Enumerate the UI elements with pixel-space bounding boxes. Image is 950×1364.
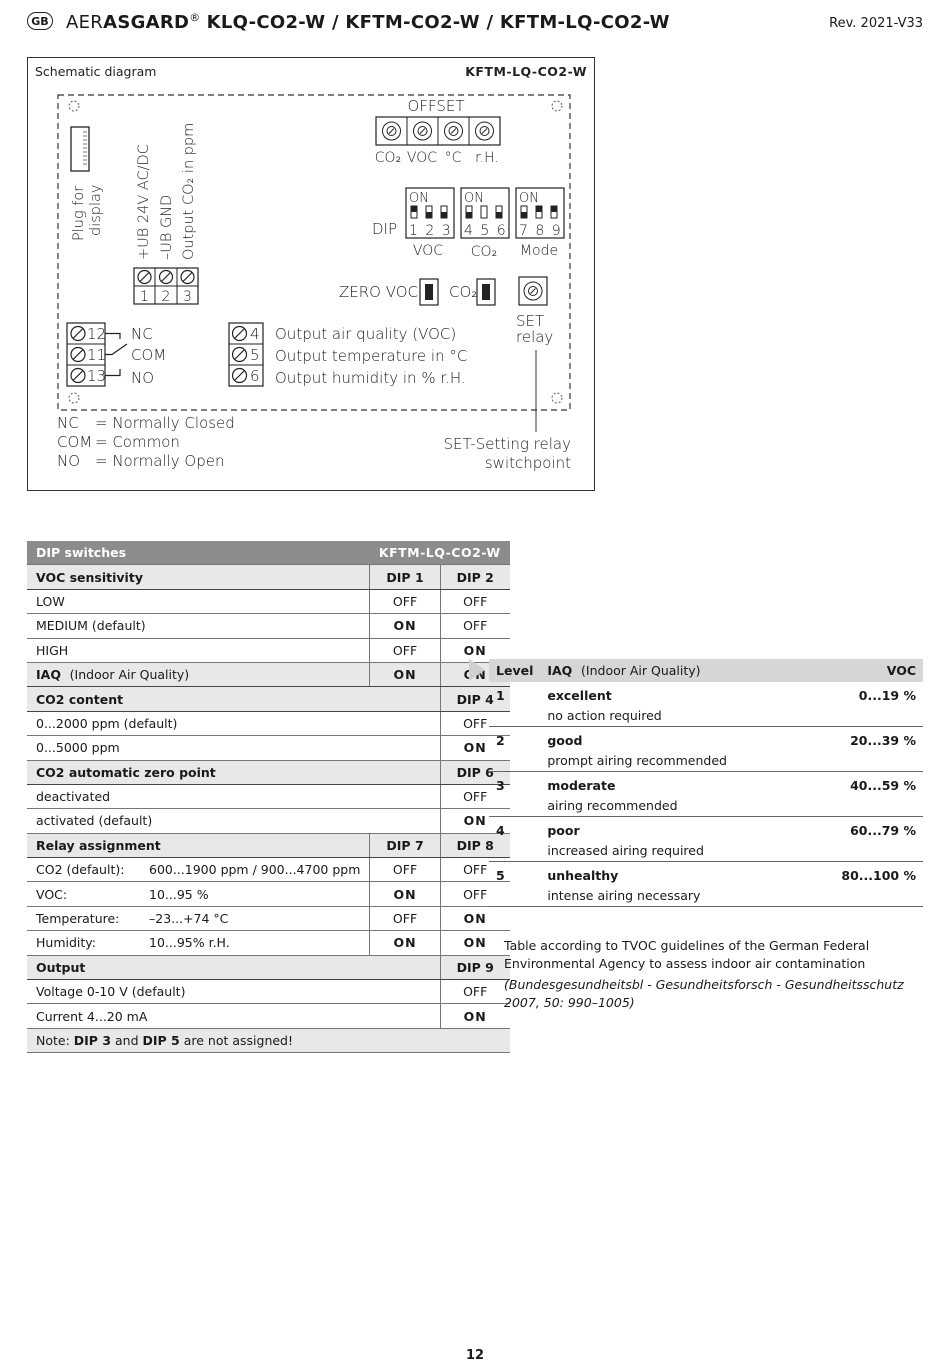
switch-state: OFF [440,614,510,638]
mount-hole-icon [69,393,79,403]
terminal-num: 3 [183,289,192,305]
row-label: LOW [27,589,370,613]
row-label: Humidity: [36,935,96,951]
row-label: deactivated [27,784,440,808]
legend-abbr: NO [57,452,81,470]
dip-table-title: DIP switches [27,541,370,565]
plug-label-2: display [88,184,104,236]
section-heading: CO2 automatic zero point [27,760,440,784]
terminal-num: 12 [87,325,107,343]
col-heading-sub: (Indoor Air Quality) [581,663,701,678]
section-row [27,760,510,784]
row-label: Temperature: [36,911,120,927]
section-row [27,955,510,979]
pot-label: r.H. [475,150,499,166]
level-num: 3 [496,777,505,793]
section-row [27,687,510,711]
switch-state: OFF [370,589,440,613]
language-badge: GB [27,12,53,30]
terminal-num: 11 [87,346,107,364]
table-row [489,772,923,795]
level-desc: airing recommended [540,794,923,817]
level-name: good [547,732,583,748]
table-row [27,1004,510,1028]
section-heading: Relay assignment [27,833,370,857]
row-label: Voltage 0-10 V (default) [27,980,440,1004]
level-num: 1 [496,687,505,703]
row-label: MEDIUM (default) [27,614,370,638]
switch-state: OFF [370,858,440,882]
note-row [27,1028,510,1052]
legend-text: = Normally Closed [95,414,235,432]
switch-state: ON [370,614,440,638]
power-terminal-block [134,268,198,305]
col-heading: DIP 2 [440,565,510,589]
relay-contact-icon [105,334,127,376]
offset-pots [376,117,500,145]
schematic-model: KFTM-LQ-CO2-W [465,64,587,79]
terminal-num: 4 [250,325,260,343]
dip-note [27,1028,510,1052]
note-text: DIP 5 [142,1033,180,1048]
level-num: 4 [496,822,505,838]
level-range: 60...79 % [850,822,916,838]
schematic-title: Schematic diagram [35,64,157,79]
section-heading: CO2 content [27,687,440,711]
output-label-voc: Output air quality (VOC) [275,325,457,343]
switch-state: OFF [440,784,510,808]
dip-on-label: ON [519,191,539,206]
level-desc: prompt airing recommended [540,749,923,772]
level-range: 40...59 % [850,777,916,793]
iaq-row [27,662,510,686]
pot-label: °C [444,150,462,166]
revision-label: Rev. 2021-V33 [829,16,923,31]
col-heading: Level [489,659,540,682]
terminal-num: 1 [140,289,149,305]
row-label: activated (default) [27,809,440,833]
switch-state: OFF [440,980,510,1004]
table-row [27,784,510,808]
dip-block-mode [516,188,564,239]
power-label-gnd: –UB GND [159,194,175,260]
page-number: 12 [465,1348,485,1363]
dip-numbers: 7 8 9 [519,223,563,239]
section-row [27,833,510,857]
table-row [489,839,923,862]
table-row [489,794,923,817]
switch-state: OFF [440,882,510,906]
level-name: poor [547,822,580,838]
iaq-level-table [489,659,923,907]
document-title [66,11,670,33]
legend-abbr: NC [57,414,79,432]
terminal-num: 6 [250,367,260,385]
iaq-label: IAQ [36,667,61,683]
terminal-num: 2 [161,289,171,305]
output-label-temp: Output temperature in °C [275,347,468,365]
plug-label-1: Plug for [71,185,87,241]
level-desc: no action required [540,704,923,727]
row-range: 10...95 % [149,886,209,902]
switch-state: ON [440,662,510,686]
relay-terminal-block [67,323,106,386]
schematic-drawing [28,58,596,492]
row-label: 0...5000 ppm [27,736,440,760]
row-label: 0...2000 ppm (default) [27,711,440,735]
dip-numbers: 1 2 3 [409,223,453,239]
set-relay-label-1: SET [516,312,545,330]
switch-state: ON [440,906,510,930]
section-heading: VOC sensitivity [27,565,370,589]
terminal-num: 13 [87,367,107,385]
dip-on-label: ON [409,191,429,206]
brand-asgard: ASGARD [103,12,190,33]
col-heading: DIP 9 [440,955,510,979]
iaq-sub-label: (Indoor Air Quality) [69,667,190,683]
relay-label-nc: NC [131,325,153,343]
dip-group-name: Mode [519,243,559,259]
dip-block-co2 [461,188,509,239]
dip-switch-table [27,541,510,1053]
col-heading: DIP 1 [370,565,440,589]
note-text: are not assigned! [179,1033,294,1048]
switch-state: ON [370,882,440,906]
level-name: excellent [547,687,612,703]
table-row [27,882,510,906]
switch-state: ON [370,931,440,955]
table-row [27,931,510,955]
tvoc-note: Table according to TVOC guidelines of the German Federal Environmental Agency to assess indoor air contamination [504,938,870,971]
row-range: –23...+74 °C [149,911,229,927]
output-terminal-block [229,323,263,386]
note-text: DIP 3 [73,1033,112,1048]
table-header-row [27,541,510,565]
table-row [27,589,510,613]
switch-state: OFF [370,638,440,662]
power-label-ub: +UB 24V AC/DC [136,144,152,260]
legend-text: = Common [95,433,180,451]
model-list: KLQ-CO2-W / KFTM-CO2-W / KFTM-LQ-CO2-W [206,12,670,33]
level-name: unhealthy [547,867,619,883]
note-text: and [111,1033,143,1048]
level-range: 0...19 % [858,687,916,703]
switch-state: OFF [440,858,510,882]
registered-mark: ® [189,11,201,24]
table-row [27,638,510,662]
col-heading: VOC [790,659,923,682]
switch-state: ON [440,931,510,955]
row-label: VOC: [36,886,68,902]
level-range: 80...100 % [841,867,916,883]
switch-state: OFF [370,906,440,930]
legend-text: = Normally Open [95,452,225,470]
dip-label: DIP [372,220,398,238]
row-label: CO2 (default): [36,862,125,878]
power-label-co2: Output CO₂ in ppm [181,122,197,260]
zero-co2-label: CO₂ [449,283,478,301]
pot-label: CO₂ [374,150,402,166]
row-range: 10...95% r.H. [149,935,230,951]
table-row [27,711,510,735]
set-note-2: switchpoint [484,454,571,472]
schematic-diagram [27,57,595,491]
switch-state: ON [440,1004,510,1028]
level-num: 5 [496,867,505,883]
level-desc: increased airing required [540,839,923,862]
switch-state: OFF [440,589,510,613]
section-heading: Output [27,955,440,979]
dip-numbers: 4 5 6 [464,223,508,239]
col-heading: IAQ [547,663,573,678]
table-row [489,749,923,772]
table-row [489,884,923,907]
mount-hole-icon [552,101,562,111]
terminal-num: 5 [250,346,260,364]
level-range: 20...39 % [850,732,916,748]
dip-group-name: CO₂ [470,244,498,260]
section-row [27,565,510,589]
legend-abbr: COM [57,433,93,451]
col-heading: DIP 8 [440,833,510,857]
table-row [489,817,923,840]
level-desc: intense airing necessary [540,884,923,907]
table-row [489,704,923,727]
note-text: Note: [36,1033,74,1048]
level-name: moderate [547,777,616,793]
output-label-hum: Output humidity in % r.H. [275,369,466,387]
mount-hole-icon [552,393,562,403]
table-row [27,614,510,638]
row-range: 600...1900 ppm / 900...4700 ppm [149,862,361,878]
dip-table-model: KFTM-LQ-CO2-W [370,541,510,565]
brand-aer: AER [66,12,104,33]
mount-hole-icon [69,101,79,111]
table-row [27,906,510,930]
dip-on-label: ON [464,191,484,206]
row-label: Current 4...20 mA [27,1004,440,1028]
relay-label-com: COM [131,346,167,364]
table-row [27,809,510,833]
switch-state: ON [440,736,510,760]
table-row [489,727,923,750]
table-row [489,682,923,704]
switch-state: ON [440,809,510,833]
table-row [27,858,510,882]
level-num: 2 [496,732,505,748]
switch-state: ON [440,638,510,662]
switch-state: ON [370,662,440,686]
zero-label: ZERO VOC [339,283,419,301]
dip-block-voc [406,188,454,239]
pot-label: VOC [406,150,438,166]
switch-state: OFF [440,711,510,735]
table-row [27,736,510,760]
set-relay-label-2: relay [516,328,554,346]
col-heading: DIP 7 [370,833,440,857]
col-heading: DIP 4 [440,687,510,711]
table-row [27,980,510,1004]
dip-group-name: VOC [412,243,444,259]
tvoc-citation: (Bundesgesundheitsbl - Gesundheitsforsch - Gesundheitsschutz 2007, 50: 990–1005) [504,977,904,1010]
offset-label: OFFSET [407,97,465,115]
table-header-row [489,659,923,682]
table-row [489,862,923,885]
set-note-1: SET-Setting relay [443,435,571,453]
col-heading: DIP 6 [440,760,510,784]
row-label: HIGH [27,638,370,662]
relay-label-no: NO [131,369,155,387]
pointer-arrow-icon [469,659,485,681]
